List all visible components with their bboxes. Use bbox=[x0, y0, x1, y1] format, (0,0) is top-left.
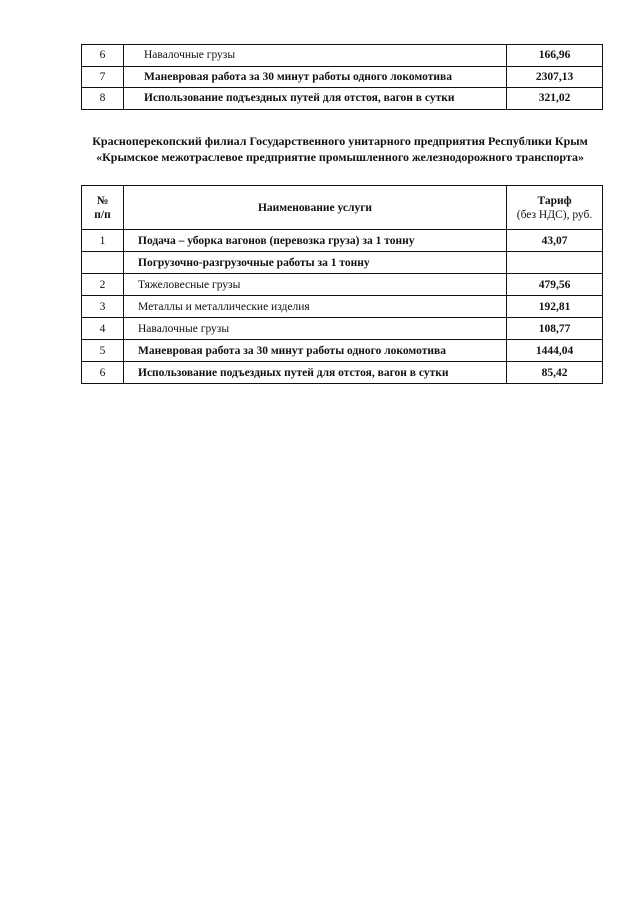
table-row bbox=[82, 88, 603, 110]
tariff-value: 85,42 bbox=[507, 362, 603, 384]
header-tariff-line2: (без НДС), руб. bbox=[516, 208, 593, 221]
tariff-value: 321,02 bbox=[507, 88, 603, 110]
header-tariff bbox=[507, 186, 603, 230]
tariff-table-continued bbox=[81, 44, 603, 110]
tariff-value bbox=[507, 252, 603, 274]
service-name: Маневровая работа за 30 минут работы одного локомотива bbox=[124, 66, 507, 88]
header-tariff-line1: Тариф bbox=[537, 194, 572, 207]
row-number bbox=[82, 252, 124, 274]
row-number: 1 bbox=[82, 230, 124, 252]
row-number: 4 bbox=[82, 318, 124, 340]
row-number: 3 bbox=[82, 296, 124, 318]
tariff-table bbox=[81, 185, 603, 384]
table-row bbox=[82, 362, 603, 384]
header-service-name: Наименование услуги bbox=[124, 186, 507, 230]
header-num-line1: № bbox=[96, 194, 109, 207]
table-row bbox=[82, 252, 603, 274]
tariff-value: 108,77 bbox=[507, 318, 603, 340]
service-name: Использование подъездных путей для отстоя, вагон в сутки bbox=[124, 362, 507, 384]
row-number: 8 bbox=[82, 88, 124, 110]
row-number: 7 bbox=[82, 66, 124, 88]
row-number: 5 bbox=[82, 340, 124, 362]
service-name: Навалочные грузы bbox=[124, 318, 507, 340]
tariff-value: 2307,13 bbox=[507, 66, 603, 88]
table-row bbox=[82, 230, 603, 252]
service-name: Использование подъездных путей для отстоя, вагон в сутки bbox=[124, 88, 507, 110]
row-number: 6 bbox=[82, 362, 124, 384]
section-title: Красноперекопский филиал Государственного унитарного предприятия Республики Крым «Крымское межотраслевое предприятие промышленного железнодорожного транспорта» bbox=[92, 134, 588, 164]
table-row bbox=[82, 274, 603, 296]
table-row bbox=[82, 45, 603, 67]
table-row bbox=[82, 318, 603, 340]
service-name: Маневровая работа за 30 минут работы одного локомотива bbox=[124, 340, 507, 362]
tariff-value: 1444,04 bbox=[507, 340, 603, 362]
table-row bbox=[82, 296, 603, 318]
row-number: 6 bbox=[82, 45, 124, 67]
header-num-line2: п/п bbox=[94, 208, 111, 221]
tariff-value: 479,56 bbox=[507, 274, 603, 296]
table-header-row bbox=[82, 186, 603, 230]
service-name: Тяжеловесные грузы bbox=[124, 274, 507, 296]
table-row bbox=[82, 66, 603, 88]
service-name: Металлы и металлические изделия bbox=[124, 296, 507, 318]
service-name: Навалочные грузы bbox=[124, 45, 507, 67]
tariff-value: 43,07 bbox=[507, 230, 603, 252]
tariff-value: 192,81 bbox=[507, 296, 603, 318]
table-row bbox=[82, 340, 603, 362]
service-name: Подача – уборка вагонов (перевозка груза) за 1 тонну bbox=[124, 230, 507, 252]
row-number: 2 bbox=[82, 274, 124, 296]
tariff-value: 166,96 bbox=[507, 45, 603, 67]
header-num bbox=[82, 186, 124, 230]
service-name: Погрузочно-разгрузочные работы за 1 тонну bbox=[124, 252, 507, 274]
